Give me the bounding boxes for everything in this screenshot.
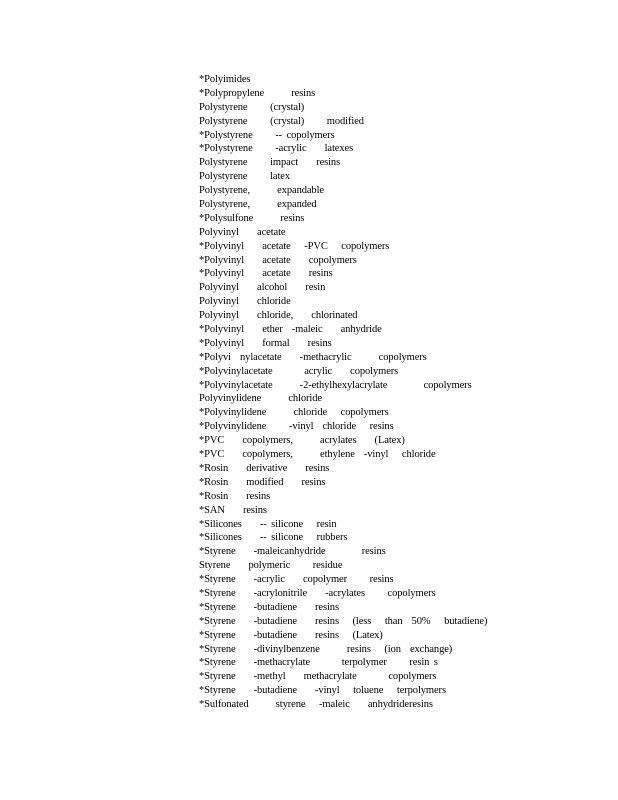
- list-item: *Polystyrene -- copolymers: [199, 129, 335, 141]
- list-item: Polystyrene (crystal) modified: [199, 115, 364, 127]
- list-item: *Polyvinyl acetate resins: [199, 268, 333, 280]
- list-item: *Polyvinylidene chloride copolymers: [199, 407, 389, 419]
- list-item: *Styrene -butadiene -vinyl toluene terpolymers: [199, 685, 446, 697]
- list-item: *Polyvinyl formal resins: [199, 337, 332, 349]
- list-item: Polyvinyl chloride, chlorinated: [199, 310, 358, 322]
- list-item: Polystyrene latex: [199, 171, 291, 183]
- list-item: *Polyvinyl acetate -PVC copolymers: [199, 240, 390, 252]
- list-item: Polyvinyl alcohol resin: [199, 282, 326, 294]
- list-item: *Polyvinylacetate -2-ethylhexylacrylate copolymers: [199, 379, 472, 391]
- list-item: *Styrene -divinylbenzene resins (ion exchange): [199, 643, 453, 655]
- list-item: *Styrene -butadiene resins: [199, 601, 339, 613]
- list-item: *Polyvinylacetate acrylic copolymers: [199, 365, 399, 377]
- list-item: Polyvinyl chloride: [199, 296, 291, 308]
- list-item: *Rosin resins: [199, 490, 271, 502]
- list-item: *Silicones -- silicone rubbers: [199, 532, 348, 544]
- list-item: *Polyvi nylacetate -methacrylic copolymers: [199, 351, 427, 363]
- list-item: Polyvinylidene chloride: [199, 393, 322, 405]
- list-item: *Styrene -maleicanhydride resins: [199, 546, 386, 558]
- list-item: Polystyrene, expanded: [199, 199, 317, 211]
- list-item: *Polyimides: [199, 74, 251, 85]
- list-item: *Styrene -butadiene resins (less than 50% butadiene): [199, 615, 488, 627]
- list-item: *Polypropylene resins: [199, 87, 316, 99]
- list-item: *Styrene -acrylonitrile -acrylates copolymers: [199, 587, 436, 599]
- list-item: *Sulfonated styrene -maleic anhydrideresins: [199, 699, 433, 711]
- material-list: [199, 73, 487, 712]
- list-item: *SAN resins: [199, 504, 267, 516]
- list-item: *Polyvinyl acetate copolymers: [199, 254, 357, 266]
- list-item: *Styrene -methyl methacrylate copolymers: [199, 671, 437, 683]
- list-item: *Polystyrene -acrylic latexes: [199, 143, 354, 155]
- list-item: *Polyvinyl ether -maleic anhydride: [199, 324, 382, 336]
- list-item: Polyvinyl acetate: [199, 226, 286, 238]
- list-item: Styrene polymeric residue: [199, 560, 343, 572]
- list-item: *Rosin derivative resins: [199, 462, 330, 474]
- list-item: *Polyvinylidene -vinyl chloride resins: [199, 421, 394, 433]
- list-item: *PVC copolymers, ethylene -vinyl chloride: [199, 449, 436, 461]
- list-item: *PVC copolymers, acrylates (Latex): [199, 435, 405, 447]
- list-item: *Styrene -butadiene resins (Latex): [199, 629, 383, 641]
- list-item: *Silicones -- silicone resin: [199, 518, 337, 530]
- list-item: *Styrene -acrylic copolymer resins: [199, 574, 394, 586]
- list-item: *Rosin modified resins: [199, 476, 326, 488]
- list-item: Polystyrene (crystal): [199, 101, 305, 113]
- list-item: Polystyrene impact resins: [199, 157, 341, 169]
- list-item: *Styrene -methacrylate terpolymer resin s: [199, 657, 438, 669]
- list-item: Polystyrene, expandable: [199, 185, 324, 197]
- list-item: *Polysulfone resins: [199, 212, 305, 224]
